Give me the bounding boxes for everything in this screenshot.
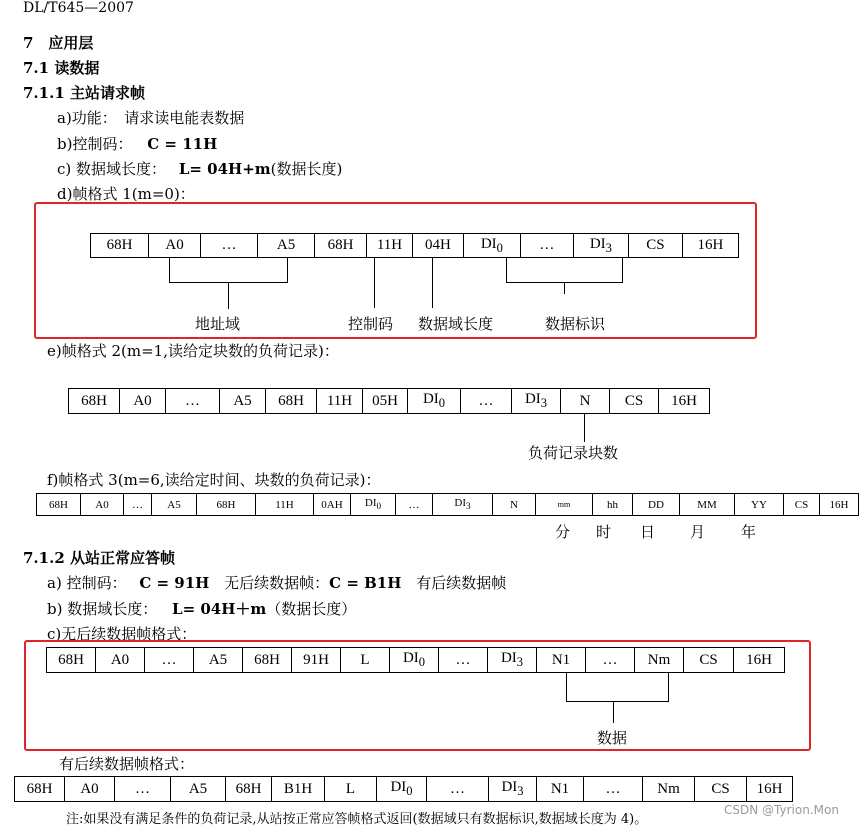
- section-7-1-1-heading: 7.1.1 主站请求帧: [23, 84, 145, 102]
- f4-cell-cs: CS: [684, 648, 734, 673]
- label-data-length: 数据域长度: [418, 315, 494, 333]
- f1-cell-control: 11H: [367, 234, 413, 258]
- frame-format-2-table: [68, 388, 710, 414]
- f1-cell-di0: $DI_0$: [463, 234, 520, 258]
- bracket-line: [228, 282, 229, 309]
- frame-3-row: [37, 494, 859, 516]
- f2-cell-control: 11H: [317, 389, 363, 414]
- f4-cell-end: 16H: [734, 648, 785, 673]
- followup-frame-label: 有后续数据帧格式：: [59, 755, 195, 773]
- f5-cell-end: 16H: [747, 777, 793, 802]
- frame-format-1-label: d)帧格式 1(m=0)：: [57, 185, 195, 203]
- f3-cell-start2: 68H: [197, 494, 256, 516]
- f2-cell-n: N: [561, 389, 610, 414]
- f1-cell-end: 16H: [682, 234, 738, 258]
- f2-cell-a0: A0: [120, 389, 166, 414]
- label-data-id: 数据标识: [545, 315, 606, 333]
- f4-cell-n1: N1: [537, 648, 586, 673]
- watermark: CSDN @Tyrion.Mon: [724, 803, 839, 817]
- f5-cell-control: B1H: [272, 777, 325, 802]
- f3-cell-control: 11H: [256, 494, 314, 516]
- bracket-line: [374, 258, 375, 308]
- label-day: 日: [640, 523, 656, 541]
- resp-control-suffix: 有后续数据帧: [416, 574, 507, 592]
- f5-cell-start2: 68H: [226, 777, 272, 802]
- data-length-value: L= 04H+m: [178, 160, 271, 178]
- resp-length-value: L= 04H＋m: [172, 600, 267, 618]
- f2-cell-cs: CS: [610, 389, 659, 414]
- f5-cell-n1: N1: [537, 777, 584, 802]
- bracket-line: [564, 282, 565, 294]
- f5-cell-di0: $DI_0$: [377, 777, 427, 802]
- bracket-line: [584, 414, 585, 442]
- frame-format-2-label: e)帧格式 2(m=1,读给定块数的负荷记录)：: [47, 342, 339, 360]
- f5-cell-ellipsis3: …: [584, 777, 643, 802]
- label-minute: 分: [555, 523, 571, 541]
- f1-cell-ellipsis: …: [201, 234, 258, 258]
- f4-cell-start: 68H: [47, 648, 96, 673]
- f4-cell-start2: 68H: [243, 648, 292, 673]
- resp-control-mid: 无后续数据帧：: [224, 574, 330, 592]
- footnote: 注:如果没有满足条件的负荷记录,从站按正常应答帧格式返回(数据域只有数据标识,数据域长度为 4)。: [66, 812, 648, 827]
- bracket-line: [566, 701, 669, 702]
- f1-cell-start: 68H: [91, 234, 149, 258]
- data-length-label: c) 数据域长度：: [57, 160, 167, 178]
- label-control-code: 控制码: [348, 315, 394, 333]
- section-7-heading: 7 应用层: [23, 34, 94, 52]
- frame-4-row: [47, 648, 785, 673]
- f2-cell-a5: A5: [220, 389, 266, 414]
- bracket-line: [613, 701, 614, 723]
- control-code-line: [57, 133, 217, 154]
- frame-1-row: [91, 234, 739, 258]
- label-month: 月: [690, 523, 706, 541]
- bracket-line: [566, 673, 567, 701]
- resp-control-prefix: a) 控制码：: [47, 574, 127, 592]
- frame-format-1-table: [90, 233, 739, 258]
- function-line: a)功能： 请求读电能表数据: [57, 109, 245, 127]
- f5-cell-ellipsis: …: [115, 777, 171, 802]
- resp-length-suffix: （数据长度）: [266, 600, 357, 618]
- f5-cell-di3: $DI_3$: [489, 777, 537, 802]
- f4-cell-ellipsis: …: [145, 648, 194, 673]
- f4-cell-di0: $DI_0$: [390, 648, 439, 673]
- f1-cell-start2: 68H: [315, 234, 367, 258]
- resp-length-label: b) 数据域长度：: [47, 600, 158, 618]
- bracket-line: [287, 258, 288, 282]
- f4-cell-length: L: [341, 648, 390, 673]
- f3-cell-day: DD: [633, 494, 680, 516]
- f4-cell-a5: A5: [194, 648, 243, 673]
- label-hour: 时: [596, 523, 612, 541]
- f5-cell-a0: A0: [65, 777, 115, 802]
- f2-cell-ellipsis: …: [166, 389, 220, 414]
- f3-cell-end: 16H: [820, 494, 859, 516]
- f3-cell-a5: A5: [152, 494, 197, 516]
- f5-cell-nm: Nm: [643, 777, 695, 802]
- section-7-1-2-heading: 7.1.2 从站正常应答帧: [23, 549, 175, 567]
- f2-cell-di3: $DI_3$: [512, 389, 561, 414]
- f1-cell-a5: A5: [258, 234, 315, 258]
- f3-cell-start: 68H: [37, 494, 81, 516]
- section-7-1-heading: 7.1 读数据: [23, 59, 100, 77]
- f4-cell-ellipsis3: …: [586, 648, 635, 673]
- f4-cell-a0: A0: [96, 648, 145, 673]
- f3-cell-minute: mm: [536, 494, 593, 516]
- followup-frame-table: [14, 776, 793, 802]
- f4-cell-control: 91H: [292, 648, 341, 673]
- label-year: 年: [741, 523, 757, 541]
- f1-cell-cs: CS: [628, 234, 682, 258]
- f3-cell-year: YY: [735, 494, 784, 516]
- f2-cell-start: 68H: [69, 389, 120, 414]
- f5-cell-start: 68H: [15, 777, 65, 802]
- data-length-line: [57, 158, 342, 179]
- doc-header: DL/T645—2007: [23, 0, 134, 16]
- frame-2-row: [69, 389, 710, 414]
- bracket-line: [668, 673, 669, 701]
- no-followup-frame-table: [46, 647, 785, 673]
- f3-cell-length: 0AH: [314, 494, 351, 516]
- control-code-label: b)控制码：: [57, 135, 133, 153]
- f3-cell-hour: hh: [593, 494, 633, 516]
- f2-cell-di0: $DI_0$: [408, 389, 461, 414]
- bracket-line: [622, 258, 623, 282]
- f3-cell-month: MM: [680, 494, 735, 516]
- f4-cell-di3: $DI_3$: [488, 648, 537, 673]
- frame-format-3-label: f)帧格式 3(m=6,读给定时间、块数的负荷记录)：: [47, 471, 381, 489]
- response-control-code-line: [47, 572, 506, 593]
- resp-control-c2: C = B1H: [329, 574, 402, 592]
- label-address-field: 地址域: [195, 315, 241, 333]
- f5-cell-ellipsis2: …: [427, 777, 489, 802]
- f2-cell-end: 16H: [659, 389, 710, 414]
- f5-cell-a5: A5: [171, 777, 226, 802]
- f2-cell-length: 05H: [363, 389, 408, 414]
- f3-cell-di3: $DI_3$: [433, 494, 493, 516]
- f1-cell-a0: A0: [149, 234, 201, 258]
- control-code-value: C = 11H: [147, 135, 218, 153]
- f4-cell-ellipsis2: …: [439, 648, 488, 673]
- bracket-line: [432, 258, 433, 308]
- resp-control-c1: C = 91H: [139, 574, 210, 592]
- no-followup-frame-label: c)无后续数据帧格式：: [47, 625, 197, 643]
- f1-cell-di3: $DI_3$: [573, 234, 628, 258]
- f3-cell-cs: CS: [784, 494, 820, 516]
- response-data-length-line: [47, 598, 356, 619]
- highlight-box-frame1: [34, 202, 757, 339]
- f3-cell-di0: $DI_0$: [351, 494, 396, 516]
- f3-cell-n: N: [493, 494, 536, 516]
- f4-cell-nm: Nm: [635, 648, 684, 673]
- f3-cell-ellipsis: …: [124, 494, 152, 516]
- label-data: 数据: [597, 729, 628, 747]
- bracket-line: [169, 258, 170, 282]
- f3-cell-a0: A0: [81, 494, 124, 516]
- label-block-count: 负荷记录块数: [528, 444, 619, 462]
- frame-5-row: [15, 777, 793, 802]
- f1-cell-ellipsis2: …: [520, 234, 573, 258]
- f2-cell-start2: 68H: [266, 389, 317, 414]
- bracket-line: [506, 258, 507, 282]
- f3-cell-ellipsis2: …: [396, 494, 433, 516]
- frame-format-3-table: [36, 493, 859, 516]
- f5-cell-cs: CS: [695, 777, 747, 802]
- f1-cell-length: 04H: [412, 234, 463, 258]
- f5-cell-length: L: [325, 777, 377, 802]
- data-length-suffix: (数据长度): [270, 160, 343, 178]
- f2-cell-ellipsis2: …: [461, 389, 512, 414]
